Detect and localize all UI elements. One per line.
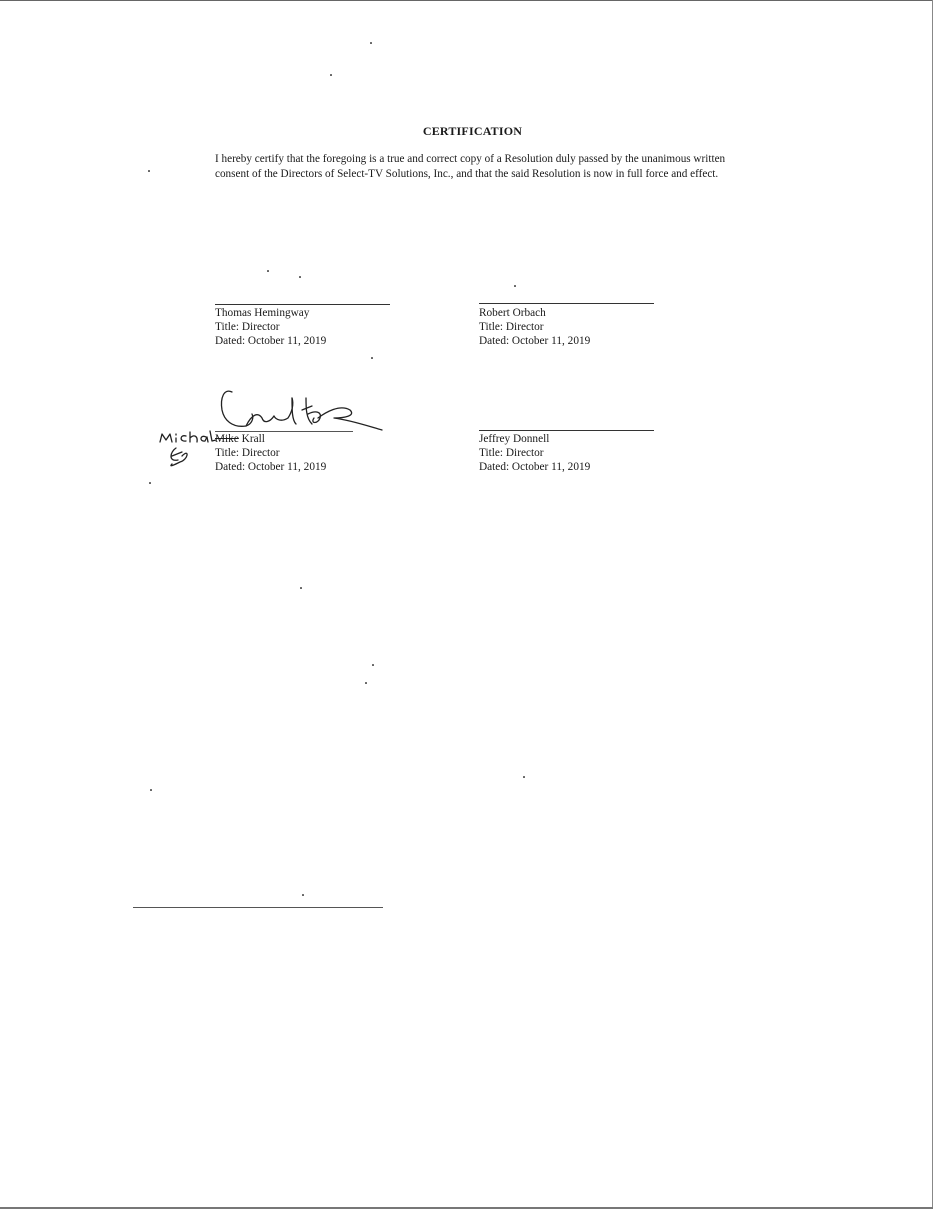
scan-speck (365, 682, 367, 684)
signatory-surname: Krall (238, 433, 265, 445)
signatory-title: Title: Director (479, 321, 544, 334)
signature-line-donnell (479, 430, 654, 431)
signatory-name: Thomas Hemingway (215, 307, 310, 319)
certification-text: I hereby certify that the foregoing is a true and correct copy of a Resolution duly passed by the unanimous written consent of the Directors of Select-TV Solutions, Inc., and that the said Resolution is now in full force and effect. (215, 153, 726, 180)
scan-speck (148, 170, 150, 172)
signatory-date: Dated: October 11, 2019 (479, 461, 591, 474)
signatory-title: Title: Director (215, 447, 280, 460)
scan-speck (267, 270, 269, 272)
scan-speck (302, 894, 304, 896)
signatory-title: Title: Director (215, 321, 280, 334)
signatory-date: Dated: October 11, 2019 (215, 461, 327, 474)
scan-speck (523, 776, 525, 778)
signature-block-donnell (479, 432, 590, 475)
scan-speck (370, 42, 372, 44)
signature-block-krall (215, 432, 326, 475)
signatory-date: Dated: October 11, 2019 (215, 335, 327, 348)
scan-speck (372, 664, 374, 666)
scan-speck (150, 789, 152, 791)
signatory-name (215, 432, 326, 446)
scan-speck (149, 482, 151, 484)
document-title: CERTIFICATION (422, 124, 523, 138)
scan-speck (371, 357, 373, 359)
signatory-name: Robert Orbach (479, 307, 546, 319)
scan-speck (300, 587, 302, 589)
signatory-title: Title: Director (479, 447, 544, 460)
scan-speck (330, 74, 332, 76)
signatory-name: Jeffrey Donnell (479, 433, 550, 445)
stray-scan-line (133, 907, 383, 908)
signatory-date: Dated: October 11, 2019 (479, 335, 591, 348)
struck-first-name: Mike (215, 433, 239, 445)
scan-speck (299, 276, 301, 278)
scan-speck (514, 285, 516, 287)
